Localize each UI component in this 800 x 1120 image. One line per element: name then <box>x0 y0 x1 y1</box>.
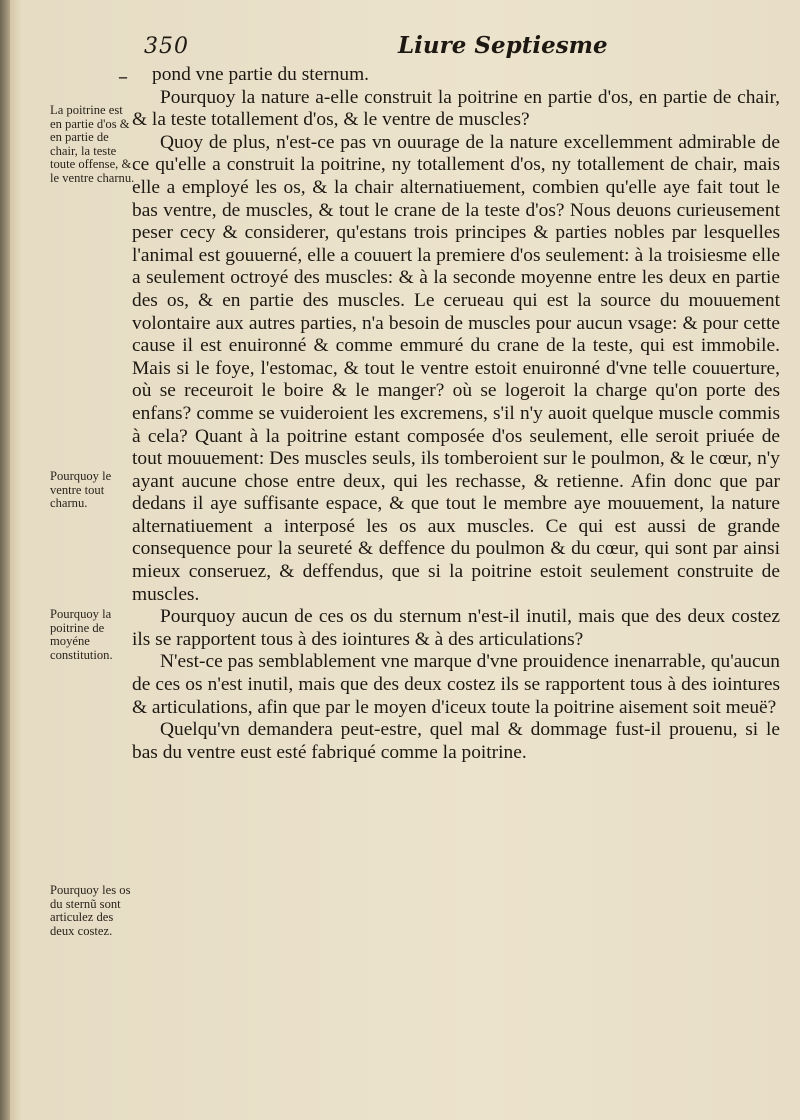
paragraph-answer-1: Quoy de plus, n'est-ce pas vn ouurage de la nature excellemment admirable de ce qu'elle a construit la poitrine, ny totallement d'os, ny totallement de chair, mais elle a employé les os, & la chair alternatiuement, combien qu'elle aye fait tout le bas ventre, de muscles, & tout le crane de la teste d'os? Nous deuons curieusement peser cecy & considerer, qu'estans trois principes & parties nobles par lesquelles l'animal est gouuerné, elle a couuert la premiere d'os seulement: à la troisiesme elle a seulement octroyé des muscles: & à la seconde moyenne entre les deux en partie des os, & en partie des muscles. Le cerueau qui est la source du mouuement volontaire aux autres parties, n'a besoin de muscles pour aucun vsage: & pour cette cause il est enuironné & comme emmuré du crane de la teste, qui est immobile. Mais si le foye, l'estomac, & tout le ventre estoit enuironné d'vne telle couuerture, où se receuroit le boire & le manger? où se logeroit la charge qu'on porte des enfans? comme se vuideroient les excremens, s'il n'y auoit quelque muscle commis à cela? Quant à la poitrine estant composée d'os seulement, elle seroit priuée de tout mouuement: Des muscles seuls, ils tomberoient sur le poulmon, & le cœur, n'y ayant aucune chose entre deux, qui les rechasse, & retienne. Afin donc que par dedans il aye suffisante espace, & que tout le membre aye mouuement, la nature alternatiuement a interposé les os aux muscles. Ce qui est aussi de grande consequence pour la seureté & deffence du poulmon & du cœur, qui sont par ainsi mieux conseruez, & deffendus, que si la poitrine estoit seulement construite de muscles. <box>132 131 780 605</box>
running-head: Liure Septiesme <box>398 32 608 59</box>
paragraph-answer-2: N'est-ce pas semblablement vne marque d'vne prouidence inenarrable, qu'aucun de ces os n'est inutil, mais que des deux costez ils se rapportent tous à des iointures & articulations, afin que par le moyen d'iceux toute la poitrine aisement soit meuë? <box>132 651 780 718</box>
paragraph-question-2: Pourquoy aucun de ces os du sternum n'est-il inutil, mais que des deux costez ils se rapportent tous à des iointures & à des articulations? <box>132 606 780 650</box>
main-text <box>132 64 780 764</box>
continuation-dash: – <box>118 64 128 88</box>
margin-note-constitution: Pourquoy la poitrine de moyéne constitution. <box>50 607 113 662</box>
paragraph-question-1: Pourquoy la nature a-elle construit la poitrine en partie d'os, en partie de chair, & la teste totallement d'os, & le ventre de muscles? <box>132 86 780 131</box>
margin-note-sternum: Pourquoy les os du sternũ sont articulez des deux costez. <box>50 883 131 938</box>
paragraph-continuation: pond vne partie du sternum. <box>152 64 370 85</box>
paragraph-question-3: Quelqu'vn demandera peut-estre, quel mal & dommage fust-il prouenu, si le bas du ventre eust esté fabriqué comme la poitrine. <box>132 719 780 763</box>
page-header <box>140 30 780 64</box>
binding-gutter <box>0 0 10 1120</box>
margin-note-poitrine: La poitrine est en partie d'os & en partie de chair, la teste toute offense, & le ventre charnu. <box>50 103 135 185</box>
margin-note-ventre: Pourquoy le ventre tout charnu. <box>50 469 112 511</box>
page-number: 350 <box>144 34 189 59</box>
